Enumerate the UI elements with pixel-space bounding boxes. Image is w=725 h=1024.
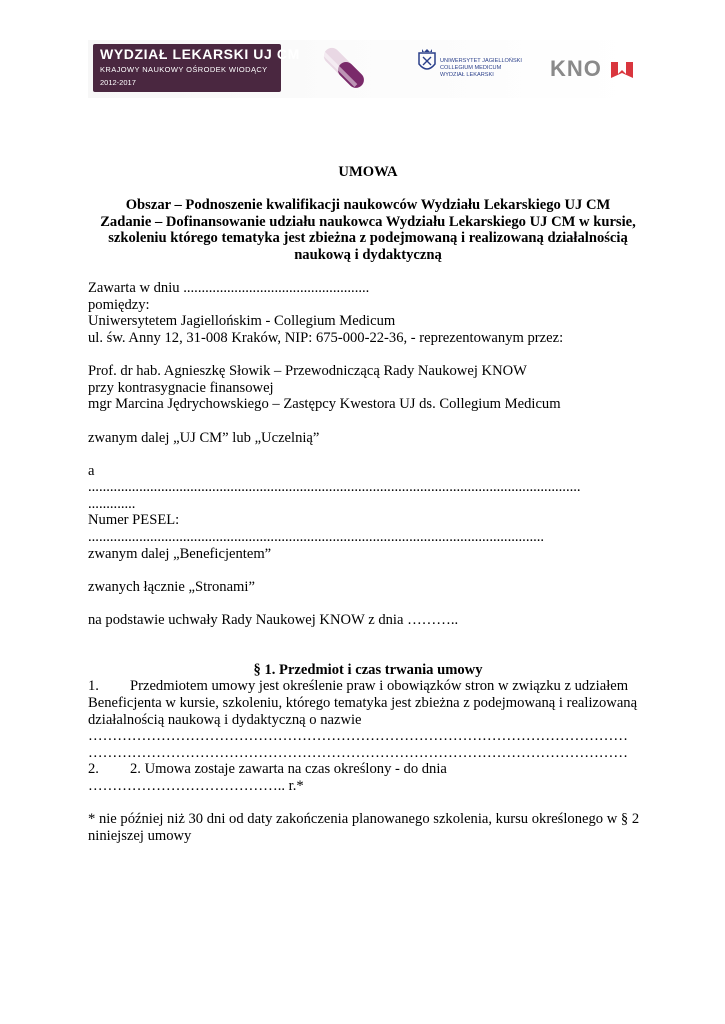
zawarta-line: Zawarta w dniu ................................................... — [88, 280, 370, 297]
paragraph-1-dots-1: ………………………………………………………………………………………………… — [88, 728, 628, 745]
paragraph-1-text: Przedmiotem umowy jest określenie praw i obowiązków stron w związku z udziałem — [130, 678, 629, 695]
uchwala-line: na podstawie uchwały Rady Naukowej KNOW z dnia ……….. — [88, 612, 459, 629]
paragraph-2-dots: ………………………………….. r.* — [88, 777, 304, 794]
zwanym-ujcm-line: zwanym dalej „UJ CM” lub „Uczelnią” — [88, 429, 320, 446]
agreement-document — [88, 164, 648, 844]
uj-line-2: COLLEGIUM MEDICUM — [440, 65, 502, 71]
uczelnia-line: Uniwersytetem Jagiellońskim - Collegium Medicum — [88, 313, 396, 330]
wydzial-subtitle: KRAJOWY NAUKOWY OŚRODEK WIODĄCY — [100, 65, 268, 74]
zwanym-beneficjent-line: zwanym dalej „Beneficjentem” — [88, 545, 272, 562]
test-tube-icon — [316, 44, 376, 96]
know-logo — [550, 56, 602, 82]
doc-subtitle-2: Zadanie – Dofinansowanie udziału naukowca Wydziału Lekarskiego UJ CM w kursie, — [100, 213, 636, 230]
doc-title: UMOWA — [338, 164, 398, 180]
paragraph-2 — [88, 761, 648, 778]
wydzial-lekarski-logo — [93, 44, 300, 92]
a-line: a — [88, 462, 95, 479]
know-text: KNO — [550, 56, 602, 81]
paragraph-2-text: 2. Umowa zostaje zawarta na czas określony - do dnia — [130, 761, 447, 778]
footnote-line-1: * nie później niż 30 dni od daty zakończenia planowanego szkolenia, kursu określonego w § 2 — [88, 811, 640, 828]
pesel-dots: ............................................................................................................................. — [88, 529, 545, 546]
uj-cm-logo — [418, 48, 538, 88]
beneficiary-name-dots-cont: ............. — [88, 495, 136, 512]
representative-1: Prof. dr hab. Agnieszkę Słowik – Przewodniczącą Rady Naukowej KNOW — [88, 363, 527, 380]
doc-subtitle-4: naukową i dydaktyczną — [294, 246, 442, 263]
beneficiary-name-dots: ....................................................................................................................................... — [88, 479, 581, 496]
header-banner — [88, 40, 636, 98]
strony-line: zwanych łącznie „Stronami” — [88, 578, 255, 595]
representative-2: przy kontrasygnacie finansowej — [88, 379, 274, 396]
pesel-label: Numer PESEL: — [88, 512, 180, 529]
representative-3: mgr Marcina Jędrychowskiego – Zastępcy Kwestora UJ ds. Collegium Medicum — [88, 396, 561, 413]
pomiedzy-line: pomiędzy: — [88, 296, 150, 313]
uj-line-3: WYDZIAŁ LEKARSKI — [440, 72, 494, 78]
paragraph-1-line-2: Beneficjenta w kursie, szkoleniu, którego tematyka jest zbieżna z podejmowaną i realizowaną — [88, 695, 638, 711]
wydzial-title: WYDZIAŁ LEKARSKI UJ CM — [100, 46, 300, 62]
paragraph-1-line-3: działalnością naukową i dydaktyczną o nazwie — [88, 711, 362, 728]
uj-line-1: UNIWERSYTET JAGIELLOŃSKI — [440, 58, 522, 64]
uj-crest-icon — [418, 48, 436, 74]
paragraph-1-dots-2: ………………………………………………………………………………………………… — [88, 744, 628, 761]
paragraph-1-number: 1. — [88, 678, 99, 695]
footnote-line-2: niniejszej umowy — [88, 827, 192, 844]
wydzial-years: 2012-2017 — [100, 78, 136, 87]
section-1-heading: § 1. Przedmiot i czas trwania umowy — [253, 661, 483, 678]
paragraph-2-number: 2. — [88, 761, 99, 778]
paragraph-1 — [88, 678, 648, 695]
doc-subtitle-1: Obszar – Podnoszenie kwalifikacji naukowców Wydziału Lekarskiego UJ CM — [125, 197, 611, 214]
know-w-icon — [611, 60, 633, 80]
doc-subtitle-3: szkoleniu którego tematyka jest zbieżna z podejmowaną i realizowaną działalnością — [108, 230, 628, 247]
adres-line: ul. św. Anny 12, 31-008 Kraków, NIP: 675-000-22-36, - reprezentowanym przez: — [88, 329, 564, 346]
